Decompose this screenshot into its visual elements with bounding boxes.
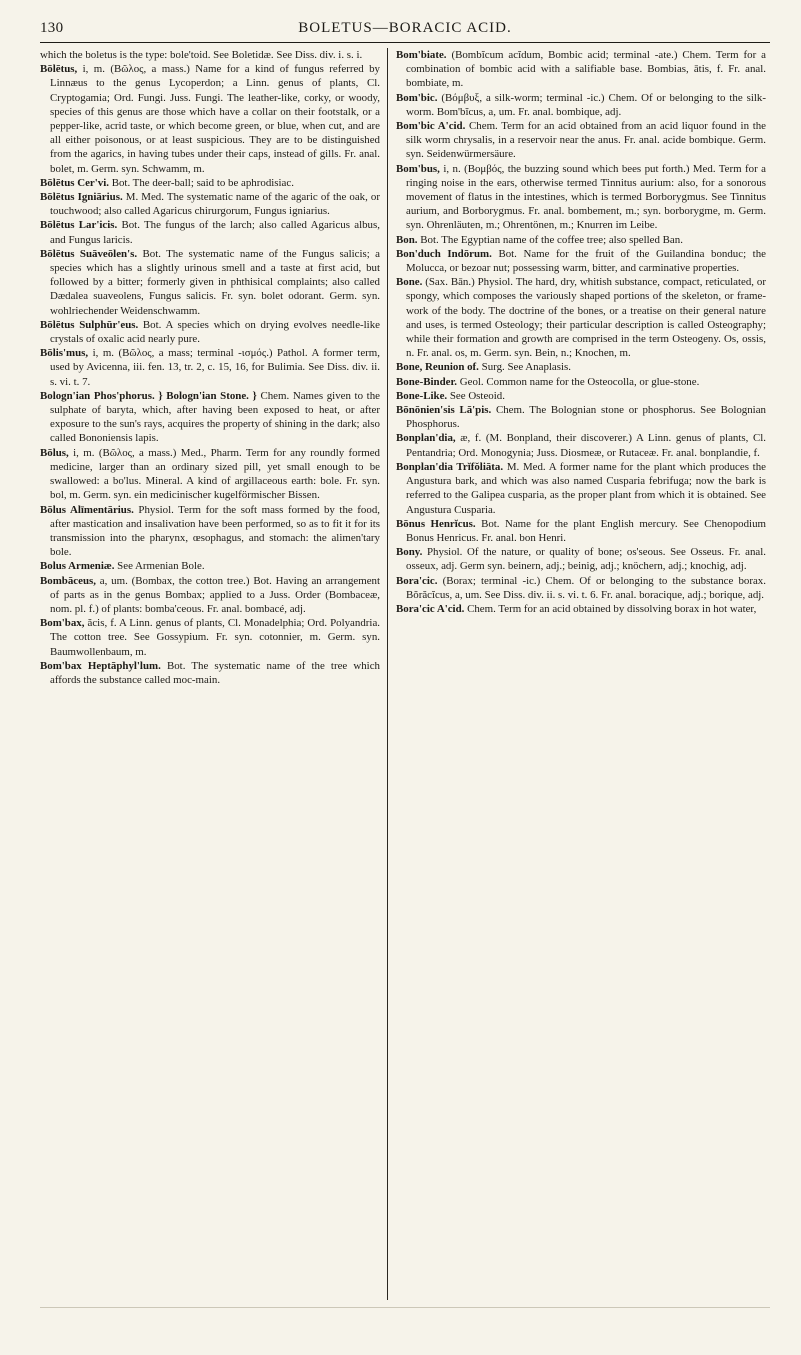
dictionary-entry	[396, 162, 766, 233]
definition-text: Physiol. Term for the soft mass formed by the food, after mastication and insalivation have been performed, so as to fit it for its transmission into the pharynx, œsophagus, and stomach: the alimen'tary bole.	[50, 503, 380, 559]
dictionary-entry	[396, 119, 766, 162]
definition-text: (Bombĭcum acĭdum, Bombic acid; terminal -ate.) Chem. Term for a combination of bombic acid with a salifiable base. Bombias, ātis, f. Fr. anal. bombiate, m.	[406, 49, 766, 90]
page-number: 130	[40, 20, 64, 36]
headword: Bōlis'mus,	[40, 347, 89, 360]
headword: Bōlus Alīmentārius.	[40, 503, 134, 516]
dictionary-entry	[40, 190, 380, 218]
definition-text: i, m. (Βῶλος, a mass; terminal -ισμός.) Pathol. A former term, used by Avicenna, iii. fen. 13, tr. 2, c. 15, 16, for Bulimia. See Diss. div. ii. s. vi. t. 7.	[50, 347, 380, 388]
definition-text: Chem. The Bolognian stone or phosphorus. See Bolognian Phosphorus.	[406, 404, 766, 431]
headword: Bōnōnien'sis Lā'pis.	[396, 404, 492, 417]
definition-text: (Βόμβυξ, a silk-worm; terminal -ic.) Chem. Of or belonging to the silk-worm. Bom'bĭcus, a, um. Fr. anal. bombique, adj.	[406, 91, 766, 118]
headword: Bom'biate.	[396, 49, 447, 61]
definition-text: (Borax; terminal -ic.) Chem. Of or belonging to the substance borax. Bŏrăcĭcus, a, um. See Diss. div. ii. s. vi. t. 6. Fr. anal. boracique, adj.; borique, adj.	[406, 574, 766, 601]
definition-text: i, n. (Βομβός, the buzzing sound which bees put forth.) Med. Term for a ringing noise in the ears, otherwise termed Tinnitus aurium: also, for a sonorous movement of flatus in the intestines, which is termed Borborygmus. See Tinnitus aurium, and Borborygmus. Fr. anal. bombement, m.; syn. borborygme, m. Germ. syn. Ohrenläuten, m.; Ohrentönen, m.; Knurren im Leibe.	[406, 162, 766, 232]
definition-text: Bot. The systematic name of the tree which affords the substance called moc-main.	[50, 659, 380, 686]
definition-text: M. Med. A former name for the plant which produces the Angustura bark, and which was also named Cusparia febrifuga; now the bark is referred to the Galipea cusparia, as the proper plant from which it is obtained. See Angustura Cusparia.	[406, 460, 766, 516]
definition-text: a, um. (Bombax, the cotton tree.) Bot. Having an arrangement of parts as in the genus Bombax; applied to a Juss. Order (Bombaceæ, nom. pl. f.) of plants: bomba'ceous. Fr. anal. bombacé, adj.	[50, 574, 380, 615]
dictionary-entry	[40, 218, 380, 246]
dictionary-entry	[40, 659, 380, 687]
dictionary-entry	[396, 574, 766, 602]
running-title: BOLETUS—BORACIC ACID.	[298, 20, 512, 36]
dictionary-entry	[40, 503, 380, 560]
definition-text: ăcis, f. A Linn. genus of plants, Cl. Monadelphia; Ord. Polyandria. The cotton tree. See Gossypium. Fr. syn. cotonnier, m. Germ. syn. Baumwollenbaum, m.	[50, 617, 380, 658]
bottom-edge	[40, 1307, 770, 1308]
definition-text: which the boletus is the type: bole'toid. See Boletidæ. See Diss. div. i. s. i.	[40, 49, 363, 61]
dictionary-entry	[396, 375, 766, 389]
dictionary-entry	[40, 176, 380, 190]
definition-text: Bot. Name for the plant English mercury. See Chenopodium Bonus Henricus. Fr. anal. bon Henri.	[406, 517, 766, 544]
definition-text: Physiol. Of the nature, or quality of bone; os'seous. See Osseus. Fr. anal. osseux, adj. Germ syn. beinern, adj.; beinig, adj.; knöchern, adj.; knochig, adj.	[406, 546, 766, 573]
headword: Bon.	[396, 233, 418, 246]
headword: Bora'cic.	[396, 574, 438, 587]
headword: Bom'bic.	[396, 91, 438, 104]
headword: Bone.	[396, 276, 423, 289]
headword: Bom'bic A'cid.	[396, 120, 466, 133]
dictionary-entry	[40, 346, 380, 389]
headword: Bony.	[396, 546, 423, 559]
dictionary-entry	[396, 403, 766, 431]
dictionary-entry	[396, 91, 766, 119]
headword: Bom'bax Heptāphyl'lum.	[40, 659, 161, 672]
header-rule	[40, 42, 770, 43]
headword: Bonplan'dia,	[396, 432, 456, 445]
headword: Bone, Reunion of.	[396, 361, 479, 374]
headword: Bone-Binder.	[396, 375, 458, 388]
definition-text: Bot. The fungus of the larch; also called Agaricus albus, and Fungus laricis.	[50, 219, 380, 246]
definition-text: Bot. The Egyptian name of the coffee tree; also spelled Ban.	[420, 233, 683, 246]
headword: Bora'cic A'cid.	[396, 602, 465, 615]
definition-text: (Sax. Bān.) Physiol. The hard, dry, whitish substance, compact, reticulated, or spongy, which composes the variously shaped portions of the skeleton, or frame-work of the body. The doctrine of the bones, or a treatise on their general nature and uses, is termed Osteology; their particular description is called Osteography; while their formation and growth are comprised in the term Osteogeny. Os, ossis, n. Fr. anal. os, m. Germ. syn. Bein, n.; Knochen, m.	[406, 276, 766, 360]
definition-text: Chem. Term for an acid obtained by dissolving borax in hot water,	[467, 602, 757, 615]
dictionary-entry	[396, 360, 766, 374]
right-column	[396, 48, 766, 616]
definition-text: Bot. The systematic name of the Fungus salicis; a species which has a slightly urinous smell and a taste at first acid, but followed by a bitter; formerly given in phthisical complaints; also called Dædalea suaveolens, Fungus salicis. Fr. syn. bolet odorant. Germ. syn. wohlriechender Weidenschwamm.	[50, 247, 380, 317]
headword: Bombāceus,	[40, 574, 96, 587]
dictionary-entry	[396, 460, 766, 517]
definition-text: i, m. (Βῶλος, a mass.) Name for a kind of fungus referred by Linnæus to the genus Lycoperdon; a Linn. genus of plants, Cl. Cryptogamia; Ord. Fungi. Juss. Fungi. The leather-like, corky, or woody, species of this genus are those which have a collar on their footstalk, or a pepper-like, acrid taste, or which become green, or blue, when cut, and are all either poisonous, or at least suspicious. They are to be distinguished from the agarics, in having tubes under their caps, instead of gills. Fr. anal. bolet, m. Germ. syn. Schwamm, m.	[50, 63, 381, 175]
headword: Bonplan'dia Trĭfŏliāta.	[396, 460, 504, 473]
dictionary-entry	[40, 389, 380, 446]
dictionary-entry	[396, 275, 766, 360]
definition-text: Bot. A species which on drying evolves needle-like crystals of oxalic acid nearly pure.	[50, 318, 380, 346]
definition-text: See Armenian Bole.	[117, 560, 205, 573]
dictionary-entry	[396, 389, 766, 403]
column-divider	[387, 48, 388, 1300]
dictionary-entry	[396, 48, 766, 91]
definition-text: Chem. Term for an acid obtained from an acid liquor found in the silk worm chrysalis, in a reservoir near the anus. Fr. anal. acide bombique. Germ. syn. Seidenwürmersäure.	[406, 120, 766, 161]
definition-text: i, m. (Βῶλος, a mass.) Med., Pharm. Term for any roundly formed medicine, larger than an ordinary sized pill, yet small enough to be swallowed: a bo'lus. Mineral. A kind of argillaceous earth: bole. Fr. syn. bol, m. Germ. syn. ein medicinischer kugelförmischer Bissen.	[50, 446, 380, 502]
dictionary-entry	[40, 318, 380, 346]
dictionary-entry	[396, 517, 766, 545]
dictionary-entry	[40, 446, 380, 503]
headword: Bologn'ian Phos'phorus. } Bologn'ian Stone. }	[40, 389, 257, 402]
headword: Bolus Armeniæ.	[40, 560, 115, 573]
dictionary-entry	[396, 602, 766, 616]
definition-text: æ, f. (M. Bonpland, their discoverer.) A Linn. genus of plants, Cl. Pentandria; Ord. Monogynia; Juss. Diosmeæ, or Rutaceæ. Fr. anal. bonplandie, f.	[406, 432, 766, 459]
definition-text: See Osteoid.	[449, 389, 505, 402]
definition-text: Chem. Names given to the sulphate of baryta, which, after having been exposed to heat, or after exposure to the sun's rays, acquires the property of shining in the dark; also called Bononiensis lapis.	[50, 389, 380, 445]
headword: Bōlus,	[40, 446, 69, 459]
headword: Bōlētus Cer'vi.	[40, 176, 109, 189]
headword: Bōlētus Lar'icis.	[40, 219, 118, 232]
definition-text: Bot. Name for the fruit of the Guilandina bonduc; the Molucca, or bezoar nut; possessing warm, bitter, and carminative properties.	[406, 247, 766, 275]
dictionary-entry	[40, 62, 380, 176]
dictionary-entry	[40, 48, 380, 62]
dictionary-entry	[396, 233, 766, 247]
dictionary-entry	[40, 616, 380, 659]
headword: Bōlētus Igniārius.	[40, 191, 123, 204]
headword: Bōlētus Suāveōlen's.	[40, 247, 138, 260]
dictionary-entry	[396, 247, 766, 275]
headword: Bōlētus,	[40, 63, 78, 76]
definition-text: Surg. See Anaplasis.	[481, 361, 571, 374]
headword: Bōlētus Sulphūr'eus.	[40, 318, 139, 331]
definition-text: Bot. The deer-ball; said to be aphrodisiac.	[111, 176, 294, 189]
dictionary-entry	[40, 574, 380, 617]
headword: Bōnus Henrĭcus.	[396, 517, 476, 530]
dictionary-entry	[40, 559, 380, 573]
definition-text: Geol. Common name for the Osteocolla, or glue-stone.	[459, 375, 700, 388]
dictionary-entry	[40, 247, 380, 318]
page-header	[40, 20, 770, 40]
headword: Bom'bax,	[40, 617, 85, 630]
headword: Bone-Like.	[396, 389, 448, 402]
dictionary-entry	[396, 545, 766, 573]
headword: Bom'bus,	[396, 162, 440, 175]
headword: Bon'duch Indōrum.	[396, 247, 492, 260]
dictionary-entry	[396, 431, 766, 459]
definition-text: M. Med. The systematic name of the agaric of the oak, or touchwood; also called Agaricus chirurgorum, Fungus igniarius.	[50, 191, 380, 218]
left-column	[40, 48, 380, 687]
